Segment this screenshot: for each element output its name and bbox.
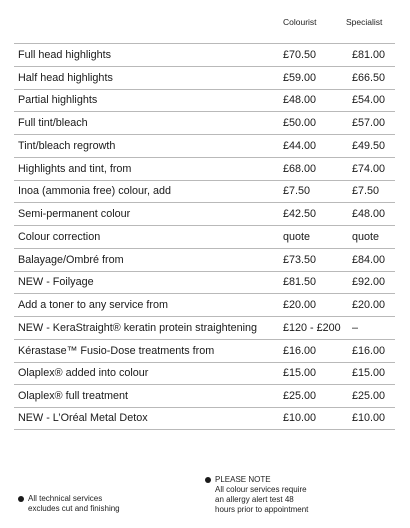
service-name: NEW - Foilyage [18, 276, 94, 289]
colourist-price: £70.50 [283, 48, 317, 61]
colourist-price: £42.50 [283, 208, 317, 221]
specialist-price: £48.00 [352, 208, 386, 221]
specialist-price: £10.00 [352, 412, 386, 425]
colourist-price: £48.00 [283, 94, 317, 107]
bullet-icon [205, 477, 211, 483]
colourist-price: £7.50 [283, 185, 311, 198]
colourist-price: £10.00 [283, 412, 317, 425]
price-row [14, 407, 395, 430]
column-header-colourist: Colourist [283, 17, 317, 27]
service-name: NEW - L’Oréal Metal Detox [18, 412, 148, 425]
price-row [14, 111, 395, 134]
technical-services-note [18, 494, 120, 514]
price-row [14, 157, 395, 180]
column-headers [0, 17, 410, 31]
price-row [14, 339, 395, 362]
specialist-price: £49.50 [352, 139, 386, 152]
specialist-price: £84.00 [352, 253, 386, 266]
price-row [14, 202, 395, 225]
price-row [14, 89, 395, 112]
price-row [14, 384, 395, 407]
colourist-price: £81.50 [283, 276, 317, 289]
service-name: Semi-permanent colour [18, 208, 131, 221]
price-list [14, 43, 395, 430]
specialist-price: £81.00 [352, 48, 386, 61]
price-row [14, 362, 395, 385]
service-name: Partial highlights [18, 94, 98, 107]
price-row [14, 271, 395, 294]
service-name: Half head highlights [18, 71, 113, 84]
service-name: Kérastase™ Fusio-Dose treatments from [18, 344, 215, 357]
colourist-price: £120 - £200 [283, 321, 341, 334]
service-name: Colour correction [18, 230, 101, 243]
price-row [14, 66, 395, 89]
price-row [14, 180, 395, 203]
colourist-price: £59.00 [283, 71, 317, 84]
specialist-price: £7.50 [352, 185, 380, 198]
allergy-alert-note [205, 475, 308, 515]
colourist-price: quote [283, 230, 311, 243]
specialist-price: £54.00 [352, 94, 386, 107]
service-name: Olaplex® added into colour [18, 367, 149, 380]
price-row [14, 293, 395, 316]
specialist-price: £20.00 [352, 299, 386, 312]
specialist-price: quote [352, 230, 380, 243]
column-header-specialist: Specialist [346, 17, 383, 27]
specialist-price: £16.00 [352, 344, 386, 357]
allergy-alert-text: PLEASE NOTE All colour services require an allergy alert test 48 hours prior to appointment [215, 475, 309, 514]
service-name: Full head highlights [18, 48, 112, 61]
technical-services-text: All technical services excludes cut and finishing [28, 494, 120, 513]
price-row [14, 316, 395, 339]
colourist-price: £16.00 [283, 344, 317, 357]
colourist-price: £50.00 [283, 117, 317, 130]
service-name: Inoa (ammonia free) colour, add [18, 185, 172, 198]
colourist-price: £68.00 [283, 162, 317, 175]
service-name: Add a toner to any service from [18, 299, 169, 312]
bullet-icon [18, 496, 24, 502]
colourist-price: £44.00 [283, 139, 317, 152]
service-name: Olaplex® full treatment [18, 390, 128, 403]
colourist-price: £73.50 [283, 253, 317, 266]
specialist-price: – [352, 321, 359, 334]
colourist-price: £25.00 [283, 390, 317, 403]
price-row [14, 225, 395, 248]
specialist-price: £66.50 [352, 71, 386, 84]
service-name: Full tint/bleach [18, 117, 88, 130]
price-row [14, 43, 395, 66]
service-name: Balayage/Ombré from [18, 253, 124, 266]
price-row [14, 134, 395, 157]
specialist-price: £15.00 [352, 367, 386, 380]
price-row [14, 248, 395, 271]
service-name: Highlights and tint, from [18, 162, 132, 175]
specialist-price: £57.00 [352, 117, 386, 130]
service-name: Tint/bleach regrowth [18, 139, 116, 152]
specialist-price: £92.00 [352, 276, 386, 289]
colourist-price: £15.00 [283, 367, 317, 380]
service-name: NEW - KeraStraight® keratin protein straightening [18, 321, 257, 334]
colourist-price: £20.00 [283, 299, 317, 312]
specialist-price: £25.00 [352, 390, 386, 403]
specialist-price: £74.00 [352, 162, 386, 175]
